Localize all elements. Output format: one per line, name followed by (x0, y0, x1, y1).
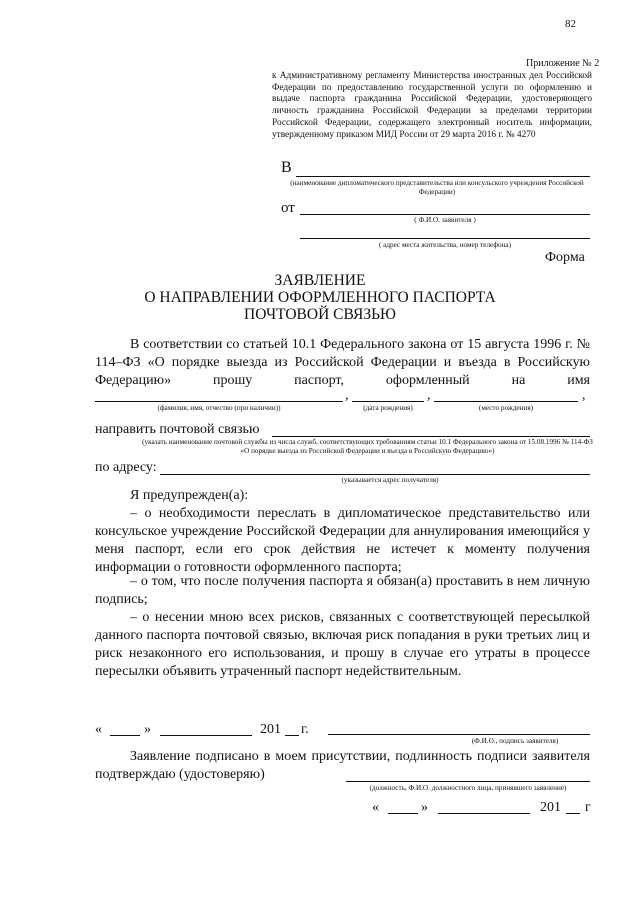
certification-text: Заявление подписано в моем присутствии, подлинность подписи заявителя подтверждаю (удостоверяю) (95, 749, 590, 782)
to-caption: (наименование дипломатического представительства или консульского учреждения Российской Федерации) (290, 179, 584, 196)
sig1-year-suffix: г. (301, 722, 309, 737)
sig1-day-field[interactable] (110, 735, 140, 736)
birth-date-field[interactable] (352, 401, 424, 402)
title-line1: ЗАЯВЛЕНИЕ (274, 272, 366, 289)
from-label: от (281, 200, 295, 216)
sig2-quote-close: » (421, 800, 428, 815)
sig2-year-suffix: г (585, 800, 591, 815)
from-caption: ( Ф.И.О. заявителя ) (414, 216, 476, 224)
warned-item-3: – о несении мною всех рисков, связанных с соответствующей пересылкой данного паспорта почтовой связью, включая риск попадания в руки третьих лиц и риск незаконного его использования, и прошу в случае его утраты в процессе пересылки объявить утраченный паспорт недействительным. (95, 610, 590, 679)
sig2-year-field[interactable] (566, 813, 580, 814)
birth-date-caption: (дата рождения) (363, 404, 413, 412)
address-phone-field[interactable] (300, 238, 590, 239)
full-name-field[interactable] (95, 401, 343, 402)
sig2-month-field[interactable] (438, 813, 530, 814)
birth-place-field[interactable] (434, 401, 578, 402)
sig1-applicant-signature-field[interactable] (328, 734, 590, 735)
sig2-quote-open: « (372, 800, 379, 815)
warned-item-2: – о том, что после получения паспорта я обязан(а) проставить в нем личную подпись; (95, 574, 590, 607)
sig1-quote-open: « (95, 722, 102, 737)
sig1-quote-close: » (144, 722, 151, 737)
postal-label: направить почтовой связью (95, 422, 260, 437)
full-name-caption: (фамилия, имя, отчество (при наличии)) (157, 404, 281, 412)
form-label: Форма (545, 250, 585, 265)
to-field[interactable] (296, 176, 590, 177)
appendix-title: Приложение № 2 (526, 58, 600, 69)
sig2-year: 201 (540, 800, 561, 815)
comma-3: , (582, 388, 586, 403)
comma-1: , (345, 388, 349, 403)
sig1-caption: (Ф.И.О., подпись заявителя) (471, 737, 559, 745)
official-field[interactable] (346, 781, 590, 782)
warned-item-1: – о необходимости переслать в дипломатическое представительство или консульское учреждение Российской Федерации для аннулирования имеющийся у меня паспорт, если его срок действия не истечет к моменту получения информации о готовности оформленного паспорта; (95, 506, 590, 575)
birth-place-caption: (место рождения) (478, 404, 534, 412)
sig1-month-field[interactable] (160, 735, 252, 736)
intro-paragraph: В соответствии со статьей 10.1 Федерального закона от 15 августа 1996 г. № 114–ФЗ «О порядке выезда из Российской Федерации и въезда в Российскую Федерацию» прошу паспорт, оформленный на имя (95, 337, 590, 388)
certification-caption: (должность, Ф.И.О. должностного лица, принявшего заявление) (369, 784, 567, 792)
address-label: по адресу: (95, 460, 157, 475)
to-label: В (281, 159, 292, 176)
postal-service-field[interactable] (272, 436, 590, 437)
title-line2: О НАПРАВЛЕНИИ ОФОРМЛЕННОГО ПАСПОРТА (144, 289, 496, 306)
postal-caption: (указать наименование почтовой службы из числа служб, соответствующих требованиям статьи 10.1 Федерального закона от 15.08.1996 № 114-ФЗ «О порядке выезда из Российской Федерации и въезда в Российскую Федерацию») (142, 438, 593, 455)
page-number: 82 (565, 18, 576, 30)
sig1-year-field[interactable] (285, 735, 299, 736)
comma-2: , (427, 388, 431, 403)
title-line3: ПОЧТОВОЙ СВЯЗЬЮ (244, 306, 396, 323)
appendix-text: к Административному регламенту Министерства иностранных дел Российской Федерации по предоставлению государственной услуги по оформлению и выдаче паспорта гражданина Российской Федерации, удостоверяющего личность гражданина Российской Федерации за пределами территории Российской Федерации, содержащего электронный носитель информации, утвержденному приказом МИД России от 29 марта 2016 г. № 4270 (272, 71, 592, 140)
warned-heading: Я предупрежден(а): (130, 488, 249, 503)
sig2-day-field[interactable] (388, 813, 418, 814)
sig1-year: 201 (260, 722, 281, 737)
from-field[interactable] (300, 214, 590, 215)
recipient-address-field[interactable] (160, 474, 590, 475)
address-caption: (указывается адрес получателя) (341, 476, 439, 484)
address-phone-caption: ( адрес места жительства, номер телефона) (378, 241, 512, 249)
